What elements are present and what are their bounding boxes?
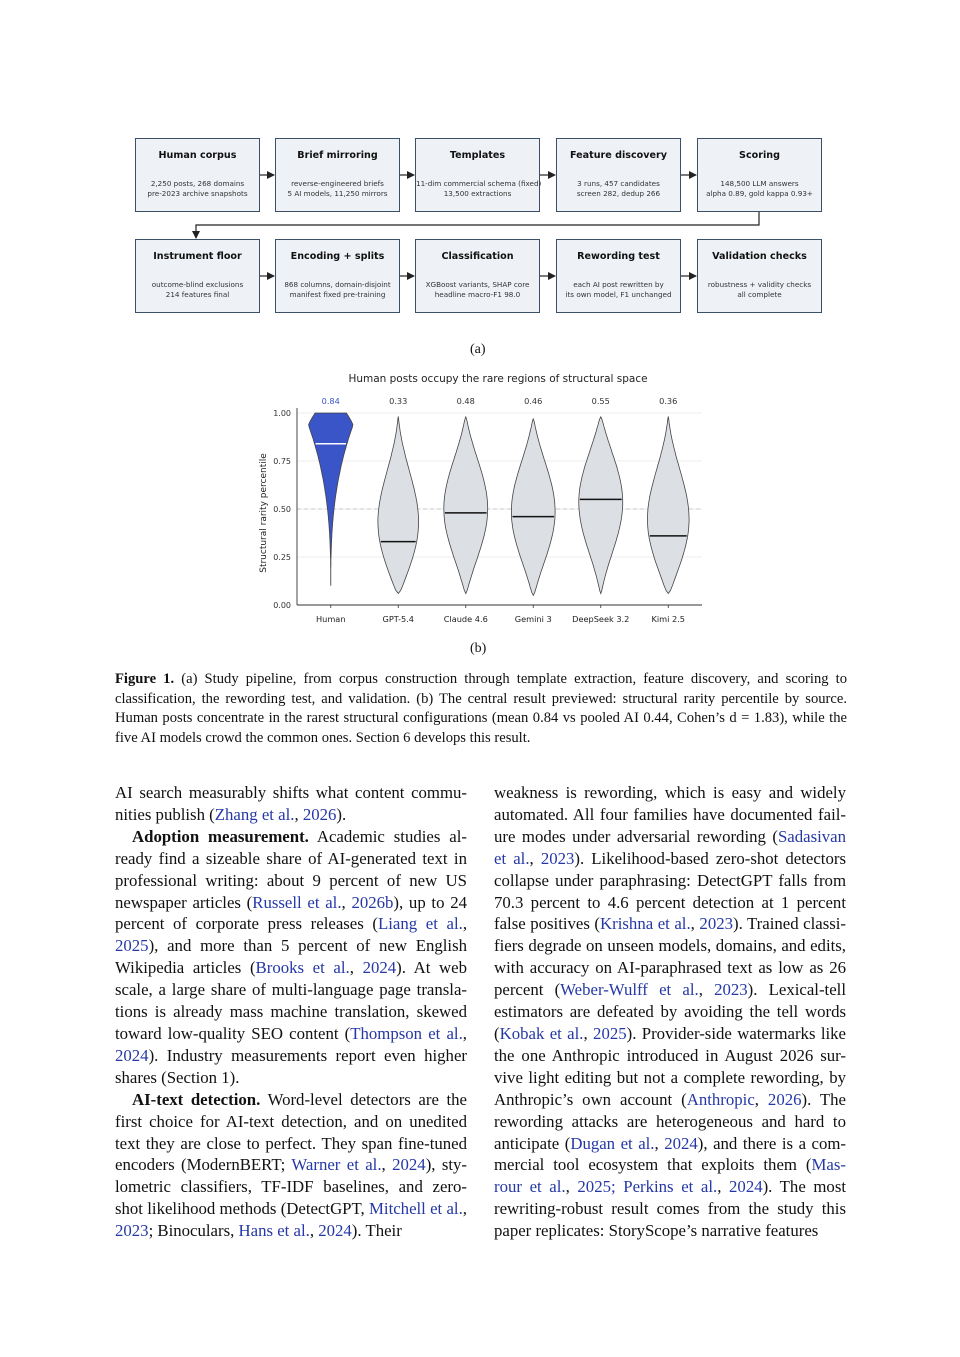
citation-link[interactable]: 2023 [699, 914, 733, 934]
subfigure-label-b: (b) [470, 641, 487, 656]
mean-label: 0.84 [321, 396, 340, 406]
figure-caption [115, 670, 847, 748]
step-detail: robustness + validity checks [707, 280, 812, 289]
x-tick-label: DeepSeek 3.2 [572, 614, 630, 624]
x-tick-label: Claude 4.6 [443, 614, 488, 624]
step-detail: reverse-engineered briefs [291, 179, 384, 188]
paragraph: AI search measurably shifts what content commu- nities publish (Zhang et al., 2026). [115, 783, 467, 824]
step-detail: each AI post rewritten by [573, 280, 664, 289]
mean-label: 0.48 [456, 396, 475, 406]
citation-link[interactable]: Mitchell et al. [368, 1199, 463, 1219]
mean-label: 0.46 [524, 396, 543, 406]
step-title: Rewording test [577, 251, 660, 262]
citation-link[interactable]: 2024 [318, 1221, 352, 1241]
violin-claude-4-6 [444, 417, 488, 594]
mean-label: 0.36 [659, 396, 678, 406]
y-axis-label: Structural rarity percentile [259, 453, 269, 573]
violin-deepseek-3-2 [579, 417, 623, 594]
step-title: Human corpus [158, 150, 237, 161]
citation-link[interactable]: 2025 [593, 1023, 627, 1043]
right-column [494, 782, 846, 1242]
step-detail: 5 AI models, 11,250 mirrors [287, 189, 388, 198]
citation-link[interactable]: Zhang et al. [214, 804, 295, 824]
pipeline-arrows [0, 0, 960, 330]
violin-kimi-2-5 [647, 417, 689, 594]
step-detail: 2,250 posts, 268 domains [150, 179, 245, 188]
mean-label: 0.33 [389, 396, 408, 406]
x-tick-label: Gemini 3 [514, 614, 552, 624]
citation-link[interactable]: 2024 [362, 958, 397, 978]
citation-link[interactable]: 2024 [115, 1045, 149, 1065]
step-detail: its own model, F1 unchanged [565, 290, 672, 299]
y-tick-label: 0.75 [273, 457, 291, 466]
citation-link[interactable]: Russell et al. [252, 892, 342, 912]
step-detail: 214 features final [165, 290, 230, 299]
step-detail: screen 282, dedup 266 [576, 189, 661, 198]
step-title: Classification [441, 251, 514, 262]
y-tick-label: 1.00 [273, 409, 291, 418]
citation-link[interactable]: Brooks et al. [255, 958, 350, 978]
caption-label: Figure 1. [115, 671, 175, 687]
citation-link[interactable]: 2025; Perkins et al. [577, 1177, 718, 1197]
citation-link[interactable]: 2026b [351, 892, 394, 912]
paragraph: weakness is rewording, which is easy and widely automated. All four families have documented fail- ure modes under adversarial rewording (Sadasivan et al., 2023). Likelihood-based zero-shot detectors collapse under paraphrasing: DetectGPT falls from 70.3 percent to 4.6 percent detection at 1 percent false positives (Krishna et al., 2023). Trained classi- fiers degrade on unseen models, domains, and edits, with accuracy on AI-paraphrased text as low as 26 percent (Weber-Wulff et al., 2023). Lexical-tell estimators are defeated by avoiding the tell words (Kobak et al., 2025). Provider-side watermarks like the one Anthropic introduced in August 2026 sur- vive light editing but not a complete rewording, by Anthropic’s own account (Anthropic, 2026). The rewording attacks are heterogeneous and hard to anticipate (Dugan et al., 2024), and there is a com- mercial tool ecosystem that exploits them (Mas- rour et al., 2025; Perkins et al., 2024). The most rewriting-robust result comes from the study this paper replicates: StoryScope’s narrative features [494, 783, 847, 1241]
step-detail: manifest fixed pre-training [289, 290, 386, 299]
step-title: Templates [449, 150, 506, 161]
citation-link[interactable]: 2024 [664, 1133, 698, 1153]
citation-link[interactable]: Mas- rour et al. [494, 1155, 846, 1197]
step-title: Encoding + splits [290, 251, 385, 262]
step-title: Validation checks [712, 251, 807, 262]
citation-link[interactable]: 2026 [302, 804, 337, 824]
citation-link[interactable]: 2025 [115, 936, 149, 956]
citation-link[interactable]: 2024 [729, 1177, 763, 1197]
citation-link[interactable]: Hans et al. [238, 1221, 310, 1241]
citation-link[interactable]: Thompson et al. [350, 1023, 463, 1043]
x-tick-label: Human [315, 614, 346, 624]
citation-link[interactable]: Sadasivan et al. [494, 826, 846, 868]
step-detail: headline macro-F1 98.0 [434, 290, 521, 299]
x-tick-label: Kimi 2.5 [651, 614, 686, 624]
y-tick-label: 0.50 [273, 505, 291, 514]
y-tick-label: 0.25 [273, 553, 291, 562]
citation-link[interactable]: Dugan et al. [570, 1133, 655, 1153]
citation-link[interactable]: Warner et al. [291, 1155, 382, 1175]
step-detail: alpha 0.89, gold kappa 0.93+ [706, 189, 813, 198]
violin-human [309, 413, 353, 586]
violin-gpt-5-4 [378, 417, 419, 594]
paragraph-heading: Adoption measurement. [132, 826, 309, 846]
step-detail: 13,500 extractions [443, 189, 512, 198]
step-detail: all complete [737, 290, 782, 299]
violin-gemini-3 [511, 419, 555, 596]
violin-chart [250, 368, 720, 630]
subfigure-label-a: (a) [470, 342, 486, 357]
step-detail: pre-2023 archive snapshots [147, 189, 248, 198]
citation-link[interactable]: 2023 [540, 848, 575, 868]
step-detail: 868 columns, domain-disjoint [284, 280, 391, 289]
paragraph: AI-text detection. Word-level detectors are the first choice for AI-text detection, and on unedited text they are close to perfect. They span fine-tuned encoders (ModernBERT; Warner et al., 2024), sty- lometric classifiers, TF-IDF baselines, and zero- shot likelihood methods (DetectGPT, Mitchell et al., 2023; Binoculars, Hans et al., 2024). Their [115, 1089, 468, 1241]
citation-link[interactable]: Weber-Wulff et al. [560, 980, 699, 1000]
chart-title: Human posts occupy the rare regions of structural space [348, 373, 648, 385]
step-title: Brief mirroring [297, 150, 378, 161]
citation-link[interactable]: Krishna et al. [600, 914, 691, 934]
x-tick-label: GPT-5.4 [382, 614, 415, 624]
left-column [115, 782, 467, 1242]
mean-label: 0.55 [591, 396, 610, 406]
step-title: Feature discovery [569, 150, 668, 161]
citation-link[interactable]: Kobak et al. [499, 1023, 584, 1043]
citation-link[interactable]: 2026 [767, 1089, 802, 1109]
arrow-wrap [196, 212, 759, 238]
caption-text: (a) Study pipeline, from corpus construction through template extraction, feature discovery, and scoring to classification, the rewording test, and validation. (b) The central result previewed: structural rarity percentile by source. Human posts concentrate in the rarest structural configurations (mean 0.84 vs pooled AI 0.44, Cohen’s d = 1.83), while the five AI models crowd the common ones. Section 6 develops this result. [115, 671, 848, 746]
step-title: Scoring [739, 150, 780, 161]
paragraph: Adoption measurement. Academic studies al- ready find a sizeable share of AI-generated text in professional writing: about 9 percent of new US newspaper articles (Russell et al., 2026b), up to 24 percent of corporate press releases (Liang et al., 2025), and more than 5 percent of new English Wikipedia articles (Brooks et al., 2024). At web scale, a large share of multi-language page transla- tions is already mass machine translation, skewed toward low-quality SEO content (Thompson et al., 2024). Industry measurements report even higher shares (Section 1). [115, 826, 468, 1087]
y-tick-label: 0.00 [273, 601, 291, 610]
citation-link[interactable]: Liang et al. [378, 914, 463, 934]
step-detail: 11-dim commercial schema (fixed) [416, 179, 542, 188]
citation-link[interactable]: Anthropic [686, 1089, 755, 1109]
step-detail: outcome-blind exclusions [151, 280, 244, 289]
step-detail: 148,500 LLM answers [720, 179, 799, 188]
step-title: Instrument floor [153, 251, 242, 262]
step-detail: 3 runs, 457 candidates [577, 179, 660, 188]
step-detail: XGBoost variants, SHAP core [425, 280, 530, 289]
citation-link[interactable]: 2023 [115, 1221, 149, 1241]
citation-link[interactable]: 2024 [392, 1155, 426, 1175]
citation-link[interactable]: 2023 [714, 980, 748, 1000]
paragraph-heading: AI-text detection. [132, 1089, 261, 1109]
